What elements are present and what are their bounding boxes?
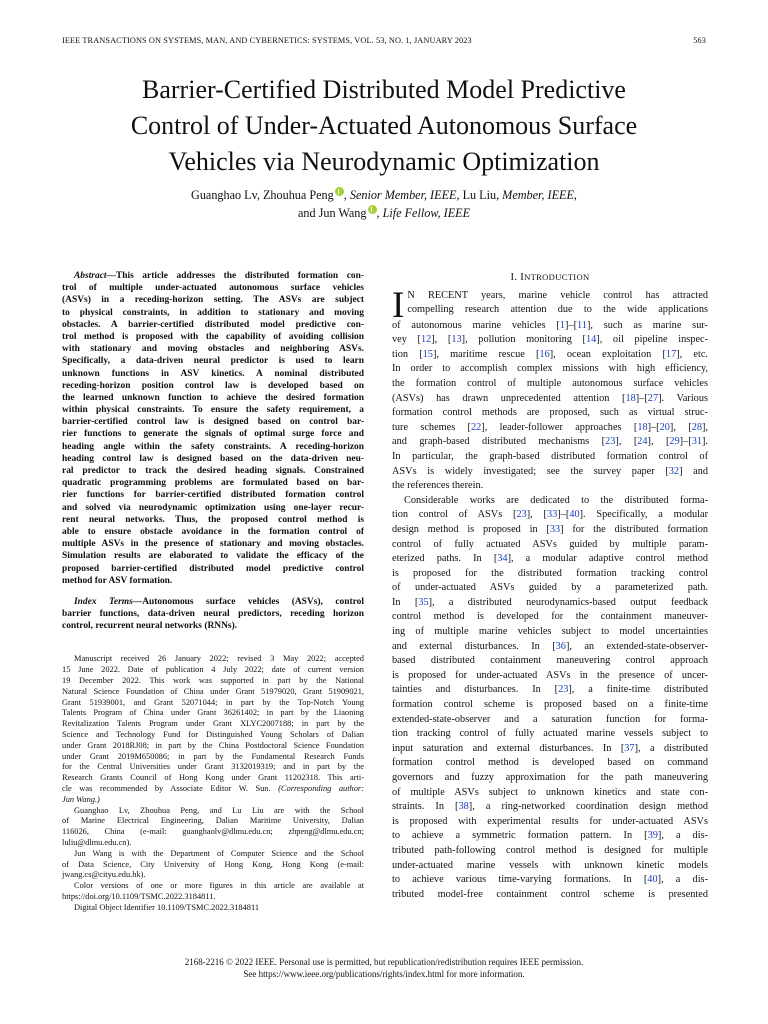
intro-line: is proposed with experimental results for under-actuated ASVs [392, 815, 708, 827]
footnote-line: https://doi.org/10.1109/TSMC.2022.3184811. [62, 891, 216, 901]
abstract-line: within physical constraints. To ensure the safety requirement, a [62, 405, 364, 416]
abstract-line: method for ASV formation. [62, 575, 173, 586]
abstract-line: barrier-certified control law is designed based on control bar- [62, 417, 364, 428]
footnote-line: Research Grants Council of Hong Kong under Grant 11202318. This arti- [62, 773, 364, 783]
intro-line: In particular, the graph-based distributed formation control of [392, 450, 708, 462]
abstract-line: the learned unknown function to achieve the desired formation [62, 392, 364, 403]
footnote-line: Grant 51939001, and Grant 52071044; in part by the Top-Notch Young [62, 697, 364, 707]
footnote-line: Natural Science Foundation of China under Grant 51979020, Grant 51909021, [62, 686, 364, 696]
author-line-2: and Jun Wang , Life Fellow, IEEE [297, 206, 471, 220]
intro-line: ture schemes [22], leader-follower approaches [18]–[20], [28], [392, 421, 709, 433]
footnote-line: 19 December 2022. This work was supported in part by the National [62, 676, 364, 686]
intro-line: extended-state-observer and a saturation function for forma- [392, 713, 708, 725]
footnote-line: under Grant 2019M650086; in part by the Fundamental Research Funds [62, 751, 364, 761]
intro-line: based distributed containment maneuvering control approach [392, 655, 708, 667]
intro-line: the formation control of multiple autonomous surface vehicles [392, 377, 708, 389]
abstract-line: heading angle within the safety constraints. A receding-horizon [62, 441, 364, 452]
intro-line: N RECENT years, marine vehicle control has attracted [407, 289, 708, 301]
title-line: Control of Under-Actuated Autonomous Surface [130, 111, 638, 140]
intro-text [392, 284, 709, 903]
abstract-line: Specifically, a data-driven neural predictor is used to learn [62, 356, 364, 367]
intro-line: under-actuated marine vessels with unknown kinetic models [392, 859, 708, 871]
author-line-1: Guanghao Lv, Zhouhua Peng , Senior Member, IEEE, Lu Liu, Member, IEEE, [191, 188, 577, 202]
index-terms-label: Index Terms [74, 596, 133, 607]
paper-title [40, 72, 728, 180]
index-terms-line: Index Terms—Autonomous surface vehicles (ASVs), control [74, 596, 364, 607]
intro-line: of under-actuated ASVs guided by a parameterized path. [392, 582, 708, 594]
footnote-line: Jun Wang.) [62, 794, 100, 804]
footnote-line: of Marine Electrical Engineering, Dalian Maritime University, Dalian [62, 816, 364, 826]
footer-line: 2168-2216 © 2022 IEEE. Personal use is permitted, but republication/redistribution requires IEEE permission. [184, 957, 584, 967]
intro-line: In order to accomplish complex missions with high efficiency, [392, 363, 708, 375]
abstract-line: receding-horizon position control law is developed based on [62, 380, 364, 391]
intro-line: design method is proposed in [33] for the distributed formation [392, 523, 708, 535]
footnote-line: for the Central Universities under Grant 3132019319; and in part by the [62, 762, 364, 772]
running-header [62, 36, 706, 48]
intro-line: (ASVs) has drawn unprecedented attention [18]–[27]. Various [392, 392, 708, 404]
footnote-line: luliu@dlmu.edu.cn). [62, 837, 132, 847]
copyright-footer [62, 956, 706, 980]
abstract-line: quadratic programming problems are formulated based on bar- [62, 478, 364, 489]
intro-line: ASVs is widely investigated; see the survey paper [32] and [392, 465, 709, 477]
footnote-line: of Data Science, City University of Hong Kong, Hong Kong (e-mail: [62, 859, 364, 869]
title-line: Vehicles via Neurodynamic Optimization [168, 147, 600, 176]
footnote-line: Talents Program of China under Grant 36261402; in part by the Liaoning [62, 708, 364, 718]
intro-line: tributed path-following control method is designed for multiple [392, 844, 708, 856]
footnote-line: Guanghao Lv, Zhouhua Peng, and Lu Liu are with the School [74, 805, 364, 815]
drop-cap: I [392, 284, 405, 326]
intro-line: tion control of ASVs [23], [33]–[40]. Specifically, a modular [392, 509, 708, 521]
index-terms-line: control, recurrent neural networks (RNNs). [62, 621, 238, 632]
abstract-line: trol method is proposed with the capability of avoiding collision [62, 331, 364, 342]
abstract-line: ral predictor to track the desired heading signals. Constrained [62, 466, 364, 476]
intro-line: tion tracking control of fully actuated marine vessels subject to [392, 728, 708, 740]
abstract-line: rier functions for barrier-certified distributed formation control [62, 490, 364, 501]
intro-line: formation control method is developed based on command [392, 757, 708, 769]
intro-line: is proposed for under-actuated ASVs in the presence of uncer- [392, 669, 708, 681]
left-column [62, 270, 364, 914]
abstract-line: heading control law is designed based on the data-driven neu- [62, 453, 364, 464]
section-heading: I. INTRODUCTION [510, 272, 590, 283]
intro-line: control of fully actuated ASVs guided by multiple param- [392, 538, 708, 550]
intro-line: tion [15], maritime rescue [16], ocean exploitation [17], etc. [392, 348, 708, 360]
intro-line: straints. In [38], a ring-networked coordination design method [392, 801, 709, 813]
abstract-line: multiple ASVs in the presence of stationary and moving obstacles. [62, 539, 364, 550]
abstract-line: trol of multiple under-actuated autonomous surface vehicles [62, 283, 364, 294]
intro-line: control method is developed for the containment maneuver- [392, 611, 708, 623]
footnote-line: jwang.cs@cityu.edu.hk). [62, 870, 146, 880]
abstract-line: Abstract—This article addresses the distributed formation con- [74, 271, 364, 281]
intro-line: governors and fuzzy approximation for the path maneuvering [392, 772, 708, 783]
intro-line: vey [12], [13], pollution monitoring [14], oil pipeline inspec- [392, 334, 709, 346]
intro-line: input saturation and external disturbances. In [37], a distributed [392, 742, 709, 754]
abstract-line: rent neural networks. Thus, the proposed control method is [62, 514, 364, 525]
orcid-icon[interactable] [368, 205, 377, 214]
abstract-label: Abstract [74, 271, 107, 281]
intro-line: compelling research attention due to the wide applications [407, 304, 708, 316]
abstract-line: and solved via neurodynamic optimization using one-layer recur- [62, 502, 364, 513]
footnote-line: 15 June 2022. Date of publication 4 July 2022; date of current version [62, 665, 364, 675]
intro-line: formation control methods are proposed, such as virtual struc- [392, 407, 708, 419]
index-terms-line: barrier functions, data-driven neural predictors, receding horizon [62, 609, 364, 620]
intro-line: of multiple ASVs subject to unknown kinetics and state con- [392, 786, 708, 798]
footnote-line: 116026, China (e-mail: guanghaolv@dlmu.edu.cn; zhpeng@dlmu.edu.cn; [62, 827, 364, 837]
intro-line: tributed model-free containment control scheme is presented [392, 888, 708, 900]
abstract-line: proposed barrier-certified distributed model predictive control [62, 563, 364, 574]
abstract-line: obstacles. A barrier-certified distributed model predictive con- [62, 319, 364, 330]
footnote-line: under Grant 2018RJ08; in part by the China Postdoctoral Science Foundation [62, 740, 364, 750]
intro-line: is proposed for the distributed formation tracking control [392, 567, 708, 579]
abstract-line: Simulation results are elaborated to validate the efficacy of the [62, 551, 364, 562]
intro-line: to achieve a symmetric formation pattern. In [39], a dis- [392, 830, 709, 842]
author-list [40, 186, 728, 222]
intro-line: In [35], a distributed neurodynamics-based output feedback [392, 596, 708, 608]
footnote-line: cle was recommended by Associate Editor W. Sun. (Corresponding author: [62, 784, 364, 793]
intro-line: and graph-based distributed mechanisms [23], [24], [29]–[31]. [392, 436, 708, 448]
footnote-line: Science and Technology Fund for Distinguished Young Scholars of Dalian [62, 730, 364, 740]
abstract [62, 270, 364, 587]
intro-line: of autonomous marine vehicles [1]–[11], such as marine sur- [392, 319, 708, 331]
doi-line: Digital Object Identifier 10.1109/TSMC.2022.3184811 [74, 902, 260, 912]
abstract-line: with stationary and moving obstacles and neighboring ASVs. [62, 344, 364, 355]
orcid-icon[interactable] [335, 187, 344, 196]
intro-line: the references therein. [392, 480, 484, 492]
right-column [392, 270, 708, 902]
intro-line: formation control scheme is proposed based on a finite-time [392, 699, 708, 711]
intro-line: ing of multiple marine vehicles subject to model uncertainties [392, 626, 708, 638]
page-number: 563 [693, 36, 706, 45]
intro-line: Considerable works are dedicated to the distributed forma- [404, 494, 708, 506]
footnote-line: Color versions of one or more figures in this article are available at [74, 881, 364, 891]
journal-header: IEEE TRANSACTIONS ON SYSTEMS, MAN, AND CYBERNETICS: SYSTEMS, VOL. 53, NO. 1, JANUARY 2023 [62, 36, 472, 45]
title-line: Barrier-Certified Distributed Model Predictive [142, 75, 626, 104]
footnotes [62, 654, 364, 913]
intro-line: to achieve various time-varying formations. In [40], a dis- [392, 874, 708, 886]
footer-line: See https://www.ieee.org/publications/rights/index.html for more information. [243, 969, 525, 979]
footnote-line: Revitalization Talents Program under Grant XLYC2007188; in part by the [62, 719, 364, 729]
abstract-line: able to ensure obstacle avoidance in the formation control of [62, 526, 364, 537]
abstract-line: (ASVs) in a receding-horizon setting. The ASVs are subject [62, 295, 364, 306]
abstract-line: unknown functions in ASV kinetics. A nominal distributed [62, 368, 364, 379]
abstract-line: rier functions to generate the signals of optimal surge force and [62, 429, 364, 440]
abstract-line: to physical constraints, in addition to stationary and moving [62, 307, 364, 318]
intro-line: and external disturbances. In [36], an extended-state-observer- [392, 640, 709, 652]
index-terms [62, 596, 364, 633]
intro-line: eterized paths. In [34], a modular adaptive control method [392, 553, 708, 565]
intro-line: tainties and disturbances. In [23], a finite-time distributed [392, 684, 708, 696]
footnote-line: Jun Wang is with the Department of Computer Science and the School [74, 848, 364, 858]
footnote-line: Manuscript received 26 January 2022; revised 3 May 2022; accepted [74, 654, 364, 664]
